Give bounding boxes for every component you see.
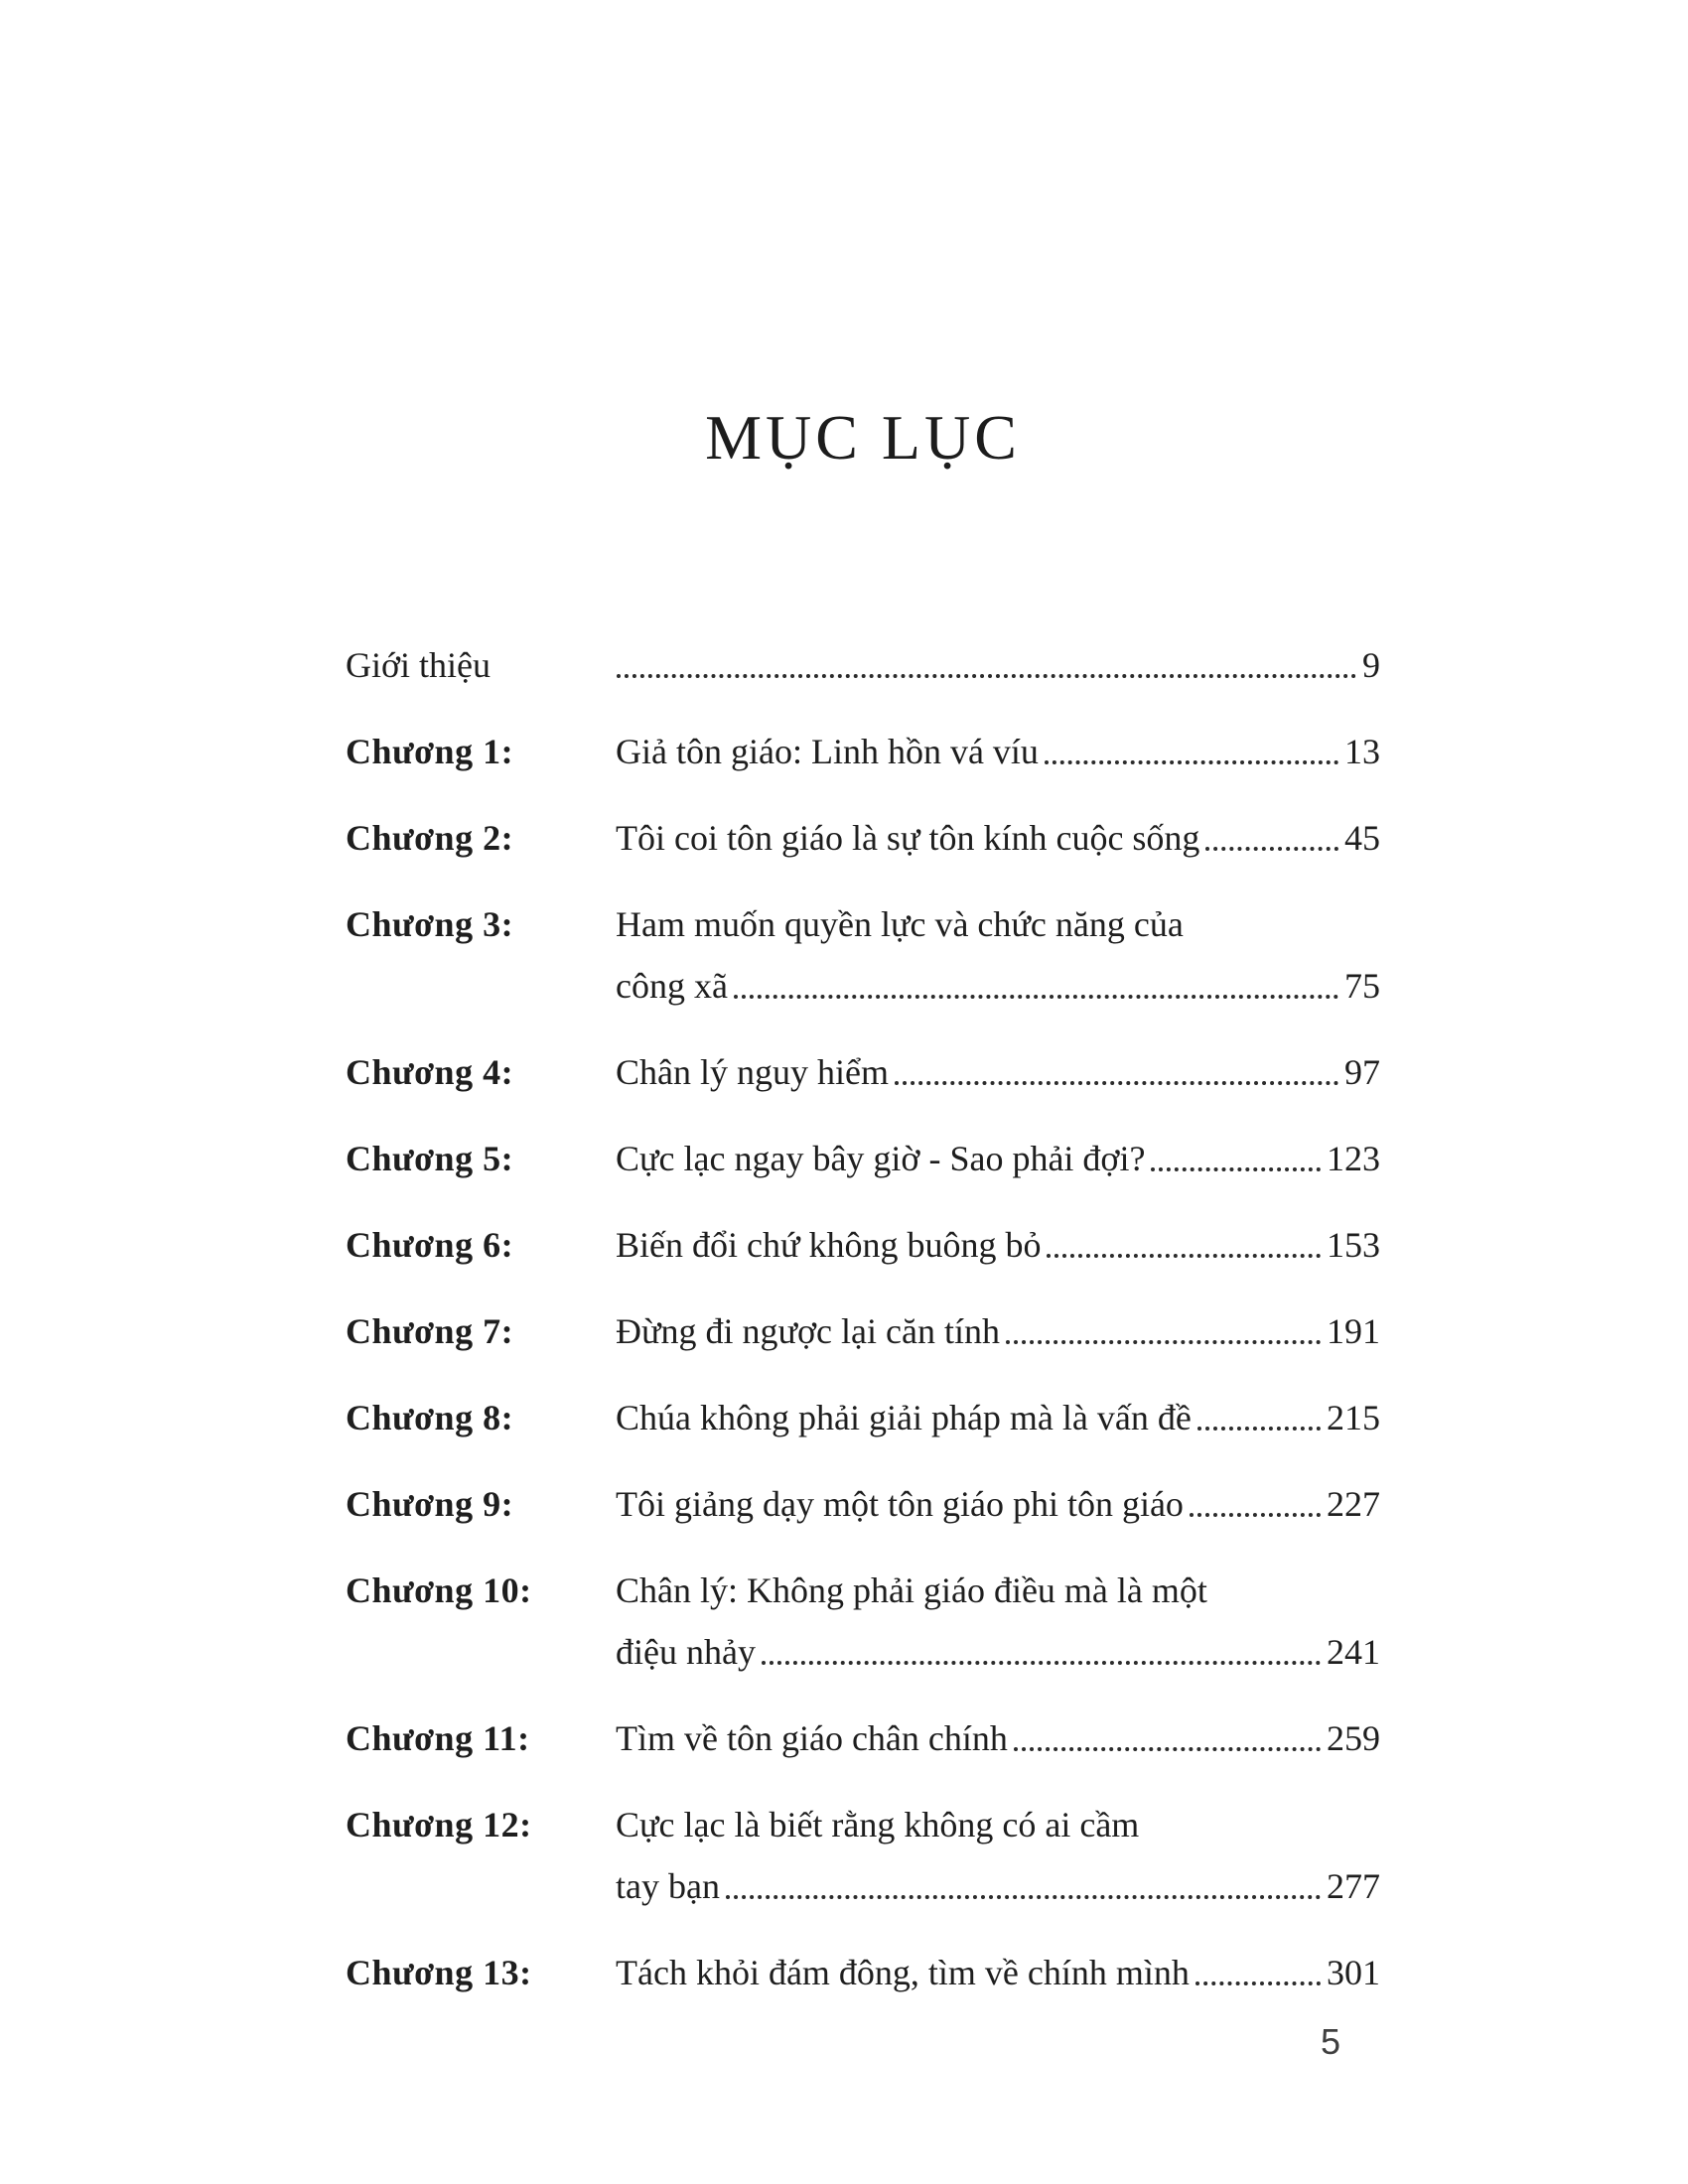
toc-entry-label: Chương 5: xyxy=(346,1139,514,1178)
table-of-contents xyxy=(346,642,1380,1995)
toc-entry xyxy=(346,642,1380,688)
dot-leader xyxy=(617,674,1356,678)
toc-entry-title: điệu nhảy xyxy=(616,1632,756,1672)
toc-page-number: 153 xyxy=(1327,1225,1380,1265)
dot-leader xyxy=(1045,760,1338,764)
toc-entry-title: Tôi giảng dạy một tôn giáo phi tôn giáo xyxy=(616,1484,1184,1524)
footer-page-number: 5 xyxy=(1321,2021,1341,2062)
toc-entry-line xyxy=(616,642,1380,688)
dot-leader xyxy=(1197,1427,1321,1431)
toc-entry-title: Tìm về tôn giáo chân chính xyxy=(616,1718,1008,1758)
toc-page-number: 301 xyxy=(1327,1953,1380,1992)
toc-entry-title: Biến đổi chứ không buông bỏ xyxy=(616,1225,1042,1265)
toc-entry-line xyxy=(616,1863,1380,1909)
toc-entry xyxy=(346,815,1380,861)
toc-entry-label: Chương 8: xyxy=(346,1398,514,1437)
toc-entry-line xyxy=(616,1715,1380,1761)
toc-entry-line xyxy=(616,1136,1380,1181)
toc-entry xyxy=(346,1715,1380,1761)
toc-entry-title: Chân lý nguy hiểm xyxy=(616,1052,889,1092)
dot-leader xyxy=(1006,1340,1321,1344)
toc-entry-title: Cực lạc ngay bây giờ - Sao phải đợi? xyxy=(616,1139,1146,1178)
dot-leader xyxy=(1014,1747,1321,1751)
toc-page-number: 259 xyxy=(1327,1718,1380,1758)
dot-leader xyxy=(762,1661,1321,1665)
dot-leader xyxy=(1190,1513,1321,1517)
toc-entry-line xyxy=(616,1568,1380,1613)
toc-entry-line xyxy=(616,1395,1380,1440)
toc-entry-label: Chương 11: xyxy=(346,1718,530,1758)
toc-page-number: 9 xyxy=(1362,645,1380,685)
toc-entry xyxy=(346,1308,1380,1354)
toc-entry-content xyxy=(616,1308,1380,1354)
toc-entry xyxy=(346,1136,1380,1181)
toc-entry-label: Chương 13: xyxy=(346,1953,532,1992)
toc-entry-line xyxy=(616,1222,1380,1268)
toc-page-number: 277 xyxy=(1327,1866,1380,1906)
toc-page-number: 45 xyxy=(1344,818,1380,858)
page-title: MỤC LỤC xyxy=(705,402,1021,473)
toc-page-number: 215 xyxy=(1327,1398,1380,1437)
toc-entry-line xyxy=(616,901,1380,947)
toc-entry xyxy=(346,1802,1380,1909)
toc-page-number: 191 xyxy=(1327,1311,1380,1351)
toc-entry-content xyxy=(616,642,1380,688)
content-block xyxy=(346,0,1380,1995)
toc-page-number: 241 xyxy=(1327,1632,1380,1672)
toc-entry-content xyxy=(616,1950,1380,1995)
toc-entry xyxy=(346,729,1380,774)
toc-entry-label: Chương 10: xyxy=(346,1570,532,1610)
toc-entry-content xyxy=(616,1568,1380,1675)
toc-entry-title: Chúa không phải giải pháp mà là vấn đề xyxy=(616,1398,1192,1437)
toc-entry-line xyxy=(616,1629,1380,1675)
toc-entry-title: công xã xyxy=(616,966,728,1006)
toc-page-number: 123 xyxy=(1327,1139,1380,1178)
toc-entry-title: Tách khỏi đám đông, tìm về chính mình xyxy=(616,1953,1190,1992)
toc-entry-label: Chương 4: xyxy=(346,1052,514,1092)
toc-entry-line xyxy=(616,1950,1380,1995)
toc-entry-content xyxy=(616,729,1380,774)
toc-entry-label: Giới thiệu xyxy=(346,645,492,685)
toc-entry-label: Chương 1: xyxy=(346,732,514,771)
toc-entry-line xyxy=(616,1802,1380,1847)
toc-entry-content xyxy=(616,901,1380,1009)
toc-entry-label: Chương 12: xyxy=(346,1805,532,1844)
dot-leader xyxy=(726,1895,1321,1899)
toc-entry-title: Đừng đi ngược lại căn tính xyxy=(616,1311,1000,1351)
toc-entry-line xyxy=(616,963,1380,1009)
toc-entry xyxy=(346,1950,1380,1995)
toc-entry xyxy=(346,1395,1380,1440)
toc-entry-content xyxy=(616,1481,1380,1527)
toc-entry-line xyxy=(616,1049,1380,1095)
toc-entry-content xyxy=(616,1715,1380,1761)
toc-entry-label: Chương 2: xyxy=(346,818,514,858)
toc-entry xyxy=(346,1049,1380,1095)
toc-entry-content xyxy=(616,815,1380,861)
dot-leader xyxy=(1047,1254,1321,1258)
toc-page-number: 97 xyxy=(1344,1052,1380,1092)
toc-entry-content xyxy=(616,1395,1380,1440)
toc-entry-content xyxy=(616,1802,1380,1909)
toc-entry-content xyxy=(616,1049,1380,1095)
toc-entry-line xyxy=(616,729,1380,774)
toc-entry xyxy=(346,1222,1380,1268)
toc-entry xyxy=(346,1481,1380,1527)
toc-entry-label: Chương 6: xyxy=(346,1225,514,1265)
toc-entry-title: Ham muốn quyền lực và chức năng của xyxy=(616,904,1184,944)
toc-entry-title: Giả tôn giáo: Linh hồn vá víu xyxy=(616,732,1039,771)
toc-entry xyxy=(346,901,1380,1009)
toc-entry-title: Tôi coi tôn giáo là sự tôn kính cuộc sống xyxy=(616,818,1200,858)
toc-entry-title: Chân lý: Không phải giáo điều mà là một xyxy=(616,1570,1207,1610)
toc-page-number: 13 xyxy=(1344,732,1380,771)
toc-page-number: 227 xyxy=(1327,1484,1380,1524)
dot-leader xyxy=(895,1081,1338,1085)
toc-entry-line xyxy=(616,815,1380,861)
toc-entry-title: tay bạn xyxy=(616,1866,720,1906)
toc-entry xyxy=(346,1568,1380,1675)
toc-page-number: 75 xyxy=(1344,966,1380,1006)
toc-entry-label: Chương 7: xyxy=(346,1311,514,1351)
toc-entry-content xyxy=(616,1136,1380,1181)
toc-entry-line xyxy=(616,1481,1380,1527)
toc-entry-content xyxy=(616,1222,1380,1268)
toc-entry-title: Cực lạc là biết rằng không có ai cầm xyxy=(616,1805,1140,1844)
dot-leader xyxy=(1196,1981,1321,1985)
dot-leader xyxy=(1205,847,1338,851)
dot-leader xyxy=(1151,1167,1321,1171)
dot-leader xyxy=(734,995,1338,999)
toc-entry-line xyxy=(616,1308,1380,1354)
toc-entry-label: Chương 3: xyxy=(346,904,514,944)
toc-entry-label: Chương 9: xyxy=(346,1484,514,1524)
